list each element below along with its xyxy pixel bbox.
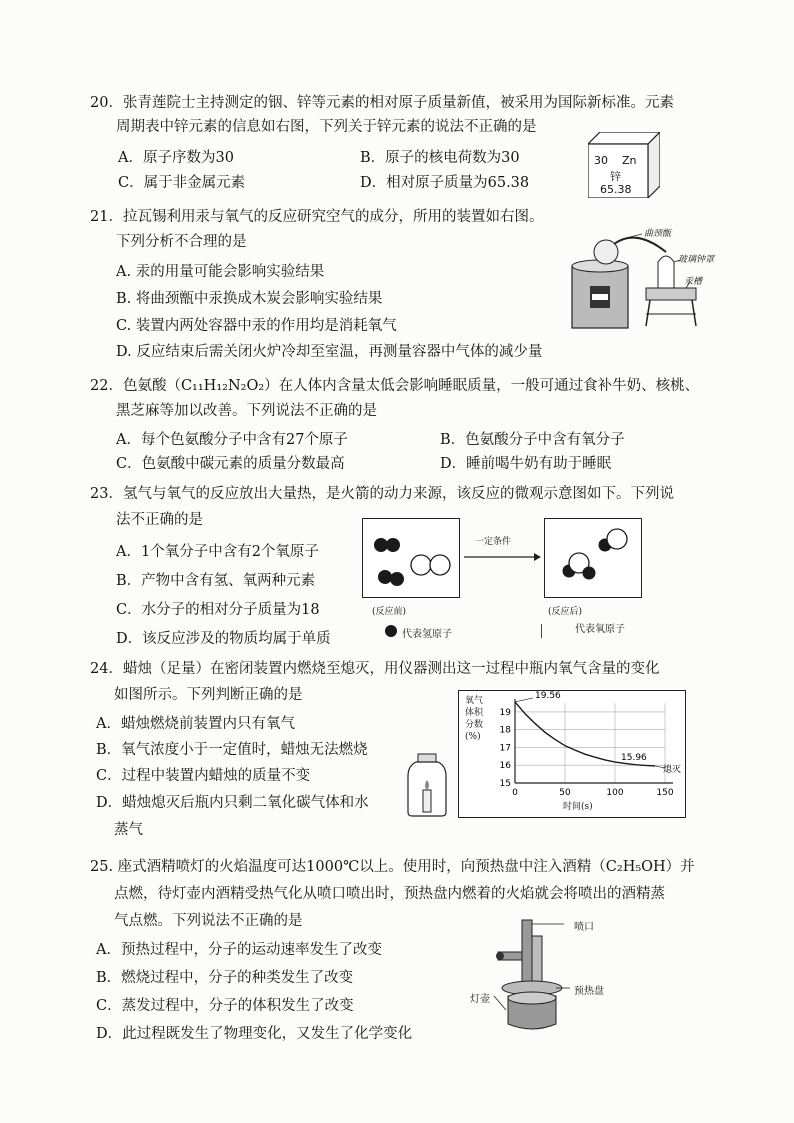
q24-option-a[interactable]: A．蜡烛燃烧前装置内只有氧气 — [96, 716, 295, 732]
reactant-molecules — [363, 519, 459, 597]
chart-x-tick-label: 0 — [512, 788, 518, 798]
q25-option-d[interactable]: D．此过程既发生了物理变化，又发生了化学变化 — [96, 1026, 413, 1042]
q21-stem-line2: 下列分析不合理的是 — [116, 234, 247, 250]
legend-hydrogen: 代表氢原子 — [402, 629, 452, 640]
zinc-symbol: Zn — [622, 154, 637, 167]
h2-molecule-atom — [378, 570, 392, 584]
label-nozzle: 喷口 — [574, 922, 594, 933]
legend-oxygen: 代表氧原子 — [575, 624, 625, 635]
reaction-arrow — [462, 548, 542, 566]
q20-option-c[interactable]: C．属于非金属元素 — [118, 175, 246, 191]
q24-option-d-continued: 蒸气 — [114, 822, 143, 838]
blowtorch-drawing — [470, 916, 620, 1036]
q20-option-d[interactable]: D．相对原子质量为65.38 — [360, 175, 530, 191]
zinc-atomic-number: 30 — [594, 154, 608, 167]
q21-option-c[interactable]: C. 装置内两处容器中汞的作用均是消耗氧气 — [116, 318, 397, 334]
q21-stem-line1: 21．拉瓦锡利用汞与氧气的反应研究空气的成分，所用的装置如右图。 — [90, 209, 544, 225]
chart-y-tick-label: 19 — [499, 707, 511, 718]
zinc-name: 锌 — [610, 170, 621, 183]
chart-y-tick-label: 17 — [499, 743, 511, 754]
q25-option-a[interactable]: A．预热过程中，分子的运动速率发生了改变 — [96, 942, 382, 958]
product-molecules — [545, 519, 641, 597]
label-preheat-disk: 预热盘 — [574, 986, 604, 997]
q22-option-c[interactable]: C．色氨酸中碳元素的质量分数最高 — [116, 456, 345, 472]
q21-option-a[interactable]: A. 汞的用量可能会影响实验结果 — [116, 264, 325, 280]
water-h-atom — [583, 567, 596, 580]
q22-stem-line1: 22．色氨酸（C₁₁H₁₂N₂O₂）在人体内含量太低会影响睡眠质量，一般可通过食补牛奶、核桃、 — [90, 378, 700, 394]
q22-stem-line2: 黑芝麻等加以改善。下列说法不正确的是 — [116, 403, 377, 419]
annotation-end-value: 15.96 — [621, 752, 647, 763]
q24-option-b[interactable]: B．氧气浓度小于一定值时，蜡烛无法燃烧 — [96, 742, 368, 758]
q21-option-d[interactable]: D. 反应结束后需关闭火炉冷却至室温，再测量容器中气体的减少量 — [116, 344, 543, 360]
candle-bottle-icon — [404, 752, 450, 818]
q20-option-a[interactable]: A．原子序数为30 — [118, 150, 234, 166]
water-o-atom — [607, 529, 627, 549]
q20-stem-line2: 周期表中锌元素的信息如右图，下列关于锌元素的说法不正确的是 — [116, 119, 537, 135]
q23-stem-line2: 法不正确的是 — [116, 512, 203, 528]
q23-stem-line1: 23．氢气与氧气的反应放出大量热，是火箭的动力来源，该反应的微观示意图如下。下列说 — [90, 486, 674, 502]
label-lamp-pot: 灯壶 — [470, 994, 490, 1005]
chart-y-tick-label: 15 — [499, 779, 511, 789]
label-bell-jar: 玻璃钟罩 — [678, 255, 715, 265]
oxygen-chart — [458, 690, 686, 818]
q21-option-b[interactable]: B. 将曲颈甑中汞换成木炭会影响实验结果 — [116, 291, 383, 307]
q22-option-d[interactable]: D．睡前喝牛奶有助于睡眠 — [440, 456, 612, 472]
chart-y-tick-label: 16 — [499, 761, 511, 772]
o2-molecule-atom — [430, 555, 450, 575]
chart-xlabel: 时间(s) — [563, 802, 593, 812]
annotation-start-value: 19.56 — [535, 691, 561, 701]
q25-stem-line1: 25. 座式酒精喷灯的火焰温度可达1000℃以上。使用时，向预热盘中注入酒精（C₂H₅OH）并 — [90, 859, 695, 875]
annotation-start-leader — [515, 698, 533, 702]
q20-stem-line1: 20．张青莲院士主持测定的铟、锌等元素的相对原子质量新值，被采用为国际新标准。元素 — [90, 95, 674, 111]
before-label: (反应前) — [372, 607, 407, 617]
q22-option-b[interactable]: B．色氨酸分子中含有氧分子 — [440, 432, 625, 448]
h2-molecule-atom — [386, 538, 400, 552]
lavoisier-apparatus — [566, 222, 715, 332]
annotation-extinguish-label: 熄灭 — [663, 764, 682, 775]
q24-option-c[interactable]: C．过程中装置内蜡烛的质量不变 — [96, 768, 311, 784]
chart-x-tick-label: 150 — [656, 788, 674, 798]
h2-molecule-atom — [390, 572, 404, 586]
zinc-atomic-mass: 65.38 — [600, 183, 632, 196]
q24-stem-line1: 24．蜡烛（足量）在密闭装置内燃烧至熄灭，用仪器测出这一过程中瓶内氧气含量的变化 — [90, 661, 660, 677]
reaction-after-box — [544, 518, 642, 598]
q25-stem-line3: 气点燃。下列说法不正确的是 — [114, 913, 303, 929]
q23-option-a[interactable]: A．1个氧分子中含有2个氧原子 — [116, 544, 319, 560]
h2-molecule-atom — [374, 538, 388, 552]
q23-option-d[interactable]: D．该反应涉及的物质均属于单质 — [116, 631, 331, 647]
q24-stem-line2: 如图所示。下列判断正确的是 — [114, 687, 303, 703]
hydrogen-atom-legend-icon — [384, 624, 398, 638]
q25-option-b[interactable]: B．燃烧过程中，分子的种类发生了改变 — [96, 970, 354, 986]
after-label: (反应后) — [548, 607, 583, 617]
chart-y-tick-label: 18 — [499, 725, 511, 736]
q22-option-a[interactable]: A．每个色氨酸分子中含有27个原子 — [116, 432, 348, 448]
q20-option-b[interactable]: B．原子的核电荷数为30 — [360, 150, 520, 166]
q23-option-c[interactable]: C．水分子的相对分子质量为18 — [116, 602, 320, 618]
q25-stem-line2: 点燃，待灯壶内酒精受热气化从喷口喷出时，预热盘内燃着的火焰就会将喷出的酒精蒸 — [114, 886, 665, 902]
chart-ylabel: 氧气体积分数(%) — [465, 696, 484, 742]
q25-option-c[interactable]: C．蒸发过程中，分子的体积发生了改变 — [96, 998, 354, 1014]
alcohol-blowtorch-figure — [470, 916, 620, 1036]
reaction-before-box — [362, 518, 460, 598]
zinc-element-tile — [588, 132, 660, 198]
chart-x-tick-label: 100 — [606, 788, 624, 798]
chart-x-tick-label: 50 — [559, 788, 571, 798]
oxygen-legend-mark — [541, 624, 543, 638]
label-mercury-trough: 汞槽 — [684, 277, 703, 287]
q23-option-b[interactable]: B．产物中含有氢、氧两种元素 — [116, 573, 316, 589]
reaction-condition-label: 一定条件 — [475, 537, 512, 547]
label-retort: 曲颈甑 — [644, 229, 672, 239]
q24-option-d[interactable]: D．蜡烛熄灭后瓶内只剩二氧化碳气体和水 — [96, 795, 369, 811]
o2-molecule-atom — [411, 555, 431, 575]
